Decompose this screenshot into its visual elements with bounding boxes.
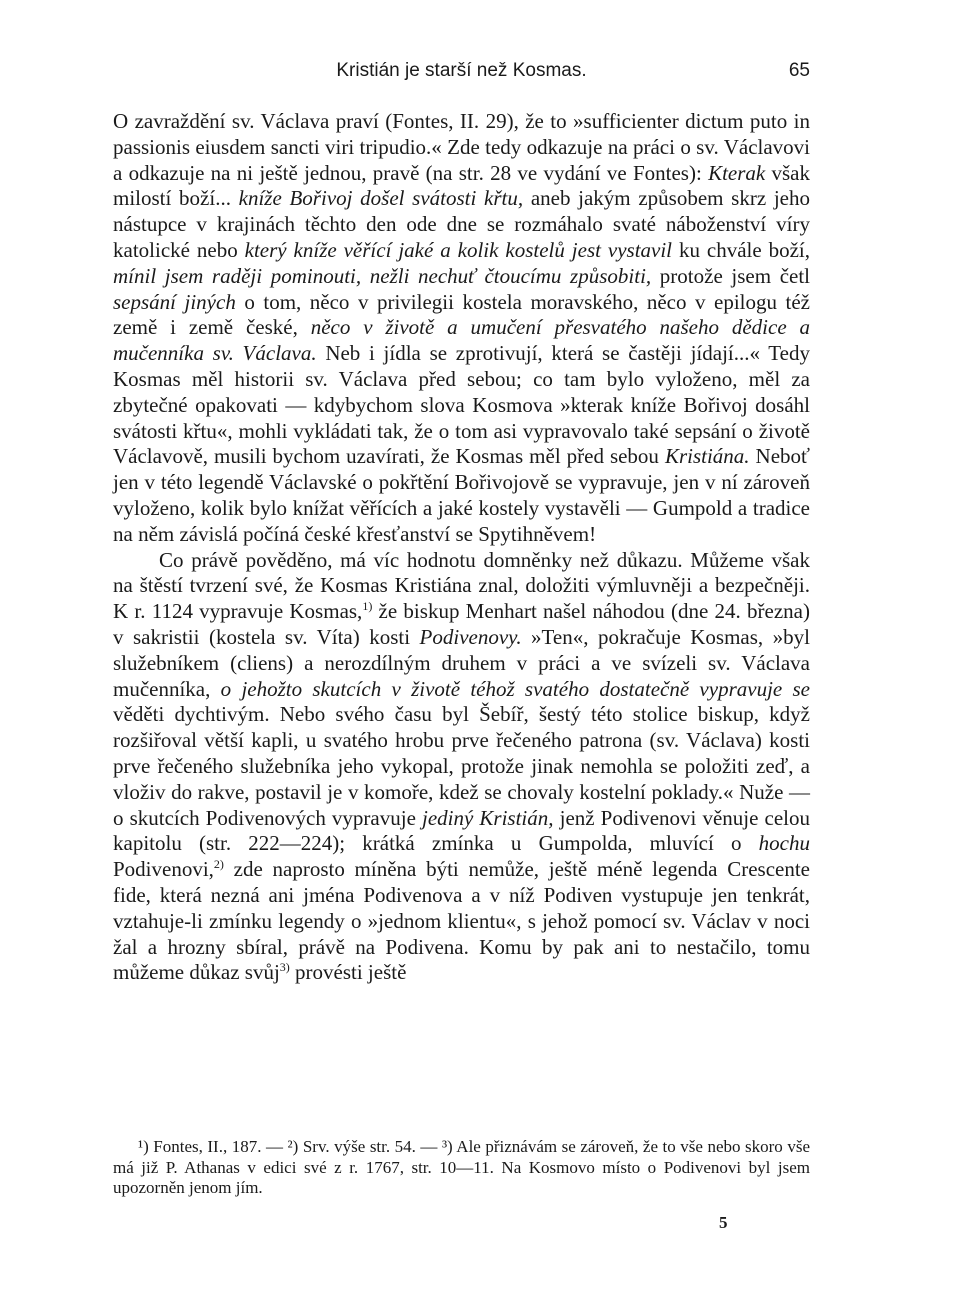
italic-run: něco v životě a umučení přesvatého našeho dědice a mučenníka sv. Václava. xyxy=(113,315,810,366)
text-run: Neb i jídla se zprotivují, která se častěji jídají...« Tedy Kosmas měl historii sv. Václava před sebou; co tam bylo vyloženo, měl za zbytečné opakovati — kdybychom slova Kosmova »kterak kníže Bořivoj dosáhl svátosti křtu«, mohli vykládati tak, že o tom asi vypravovalo také sepsání o životě Václavově, musili bychom uzavírati, že Kosmas měl před sebou xyxy=(113,341,810,469)
text-run: »Ten«, pokračuje Kosmas, »byl služebníkem (cliens) a nerozdílným druhem v práci a ve svízeli sv. Václava mučenníka, xyxy=(113,624,810,701)
italic-run: o jehožto skutcích v životě téhož svatého dostatečně vypravuje se xyxy=(220,676,810,701)
body-text xyxy=(113,109,810,986)
text-run: protože jsem četl xyxy=(651,263,810,288)
text-run: provésti ještě xyxy=(289,960,407,985)
text-run: Podivenovi, xyxy=(113,857,214,882)
text-run: však milostí boží... xyxy=(113,160,810,211)
text-run: o tom, něco v privilegii kostela moravského, něco v epilogu též země i země české, xyxy=(113,289,811,340)
italic-run: jediný Kristián, xyxy=(422,805,554,830)
text-run: Neboť jen v této legendě Václavské o pokřtění Bořivojově se vypravuje, jen v ní zároveň vyloženo, kolik bylo knížat věřících a jaké kostely vystavěli — Gumpold a tradice na něm závislá počíná české křesťanství se Spytihněvem! xyxy=(113,444,810,546)
footnotes xyxy=(113,1137,810,1199)
italic-run: kníže Bořivoj došel svátosti křtu, xyxy=(238,186,524,211)
signature-mark: 5 xyxy=(719,1213,728,1232)
paragraph xyxy=(113,109,810,548)
running-title: Kristián je starší než Kosmas. xyxy=(336,60,587,81)
text-run: O zavraždění sv. Václava praví (Fontes, II. 29), že to »sufficienter dictum puto in passionis eiusdem sancti viri tripudio.« Zde tedy odkazuje na práci o sv. Václavovi a odkazuje na ni ještě jednou, pravě (na str. 28 ve vydání ve Fontes): xyxy=(113,109,810,185)
italic-run: Kterak xyxy=(708,160,766,185)
italic-run: sepsání jiných xyxy=(113,289,236,314)
text-run: věděti dychtivým. Nebo svého času byl Šebíř, šestý této stolice biskup, když rozšiřoval větší kapli, u svatého hrobu prve řečeného patrona (sv. Václava) kosti prve řečeného služebníka jeho vykopal, protože jinak nemohla se položiti zeď, a vloživ do rakve, postavil je v komoře, kdež se chovaly kostelní poklady.« Nuže — o skutcích Podivenových vypravuje xyxy=(113,702,810,830)
text-run: ku chvále boží, xyxy=(672,237,811,262)
italic-run: mínil jsem raději pominouti, nežli nechuť čtoucímu způsobiti, xyxy=(113,263,652,288)
text-run: jenž Podivenovi věnuje celou kapitolu (str. 222—224); krátká zmínka u Gumpolda, mluvící o xyxy=(113,805,810,856)
text-run: Co právě pověděno, má víc hodnotu domněnky než důkazu. Můžeme však na štěstí tvrzení své, že Kosmas Kristiána znal, doložiti výmluvněji a bezpečněji. K r. 1124 vypravuje Kosmas, xyxy=(113,547,810,624)
italic-run: Kristiána. xyxy=(664,444,750,469)
italic-run: hochu xyxy=(758,831,810,856)
footnote: ¹) Fontes, II., 187. — ²) Srv. výše str. 54. — ³) Ale přiznávám se zároveň, že to vše nebo skoro vše má již P. Athanas v edici své z r. 1767, str. 10—11. Na Kosmovo místo o Podivenovi byl jsem upozorněn jenom jím. xyxy=(113,1137,810,1198)
paragraph xyxy=(113,548,810,987)
text-run: zde naprosto míněna býti nemůže, ještě méně legenda Crescente fide, která nezná ani jména Podivenova a v níž Podiven vystupuje jen tenkrát, vztahuje-li zmínku legendy o »jednom klientu«, s jehož pomocí sv. Václav v noci žal a hrozny sbíral, právě na Podivena. Komu by pak ani to nestačilo, tomu můžeme důkaz svůj xyxy=(113,857,810,985)
footnote-marker: 1) xyxy=(362,599,373,614)
italic-run: Podivenovy. xyxy=(419,624,522,649)
footnote-marker: 3) xyxy=(279,960,290,975)
text-run: aneb jakým způsobem skrz jeho nástupce v krajinách těchto den ode dne se rozmáhalo svaté náboženství víry katolické nebo xyxy=(113,186,811,262)
running-header xyxy=(113,58,810,88)
text-run: že biskup Menhart našel náhodou (dne 24. března) v sakristii (kostela sv. Víta) kosti xyxy=(113,599,810,649)
page-number: 65 xyxy=(788,60,810,81)
italic-run: který kníže věřící jaké a kolik kostelů jest vystavil xyxy=(244,237,673,262)
footnote-marker: 2) xyxy=(213,857,224,872)
